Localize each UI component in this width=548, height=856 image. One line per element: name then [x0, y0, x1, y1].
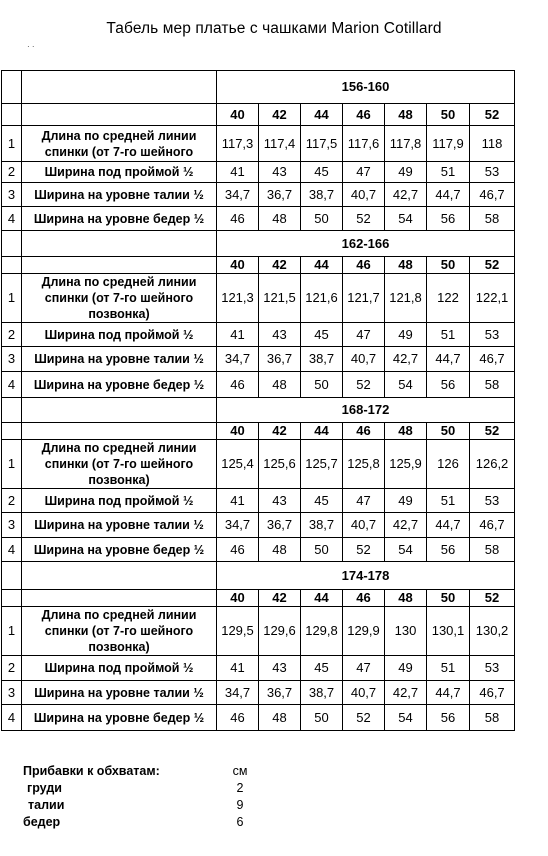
measurement-row [2, 126, 515, 162]
measurement-label: Ширина под проймой ½ [22, 323, 217, 347]
measurement-value: 51 [427, 656, 470, 681]
measurement-value: 46,7 [470, 183, 515, 207]
measurement-row [2, 274, 515, 323]
allowance-value-chest: 2 [236, 781, 244, 795]
size-header: 40 [217, 104, 259, 126]
row-number: 3 [2, 513, 22, 538]
size-header: 52 [470, 423, 515, 440]
measurement-value: 52 [343, 372, 385, 398]
measurement-value: 49 [385, 656, 427, 681]
empty-cell [22, 398, 217, 423]
size-header-row [2, 257, 515, 274]
empty-cell [22, 257, 217, 274]
measurement-value: 36,7 [259, 513, 301, 538]
height-range: 174-178 [217, 562, 515, 590]
measurement-value: 48 [259, 538, 301, 562]
row-number: 2 [2, 656, 22, 681]
range-header-row [2, 231, 515, 257]
size-header: 44 [301, 257, 343, 274]
measurement-value: 41 [217, 489, 259, 513]
size-header: 50 [427, 104, 470, 126]
measurement-label: Ширина под проймой ½ [22, 162, 217, 183]
empty-cell [2, 104, 22, 126]
measurement-value: 125,8 [343, 440, 385, 489]
empty-cell [2, 590, 22, 607]
measurement-value: 40,7 [343, 347, 385, 372]
size-header: 42 [259, 104, 301, 126]
measurement-value: 117,9 [427, 126, 470, 162]
measurement-value: 44,7 [427, 183, 470, 207]
measurement-value: 129,5 [217, 607, 259, 656]
measurement-value: 53 [470, 162, 515, 183]
measurement-value: 117,5 [301, 126, 343, 162]
measurement-row [2, 681, 515, 705]
stray-mark: · · [27, 42, 35, 51]
measurement-value: 42,7 [385, 513, 427, 538]
allowance-unit: см [232, 764, 248, 778]
row-number: 1 [2, 274, 22, 323]
size-header: 48 [385, 257, 427, 274]
measurement-value: 125,7 [301, 440, 343, 489]
measurement-value: 130 [385, 607, 427, 656]
measurement-value: 38,7 [301, 513, 343, 538]
row-number: 1 [2, 607, 22, 656]
measurement-value: 122,1 [470, 274, 515, 323]
measurement-row [2, 183, 515, 207]
size-header: 48 [385, 423, 427, 440]
size-header: 50 [427, 423, 470, 440]
measurement-value: 121,3 [217, 274, 259, 323]
measurement-value: 117,4 [259, 126, 301, 162]
measurement-value: 47 [343, 162, 385, 183]
measurement-label: Длина по средней линии спинки (от 7-го шейного позвонка) [22, 440, 217, 489]
measurement-row [2, 538, 515, 562]
measurement-value: 50 [301, 538, 343, 562]
allowance-label-chest: груди [27, 781, 62, 795]
row-number: 1 [2, 126, 22, 162]
measurement-value: 129,6 [259, 607, 301, 656]
measurement-value: 46 [217, 538, 259, 562]
measurement-value: 42,7 [385, 681, 427, 705]
measurement-value: 45 [301, 489, 343, 513]
measurement-value: 52 [343, 538, 385, 562]
measurement-row [2, 323, 515, 347]
measurement-value: 53 [470, 323, 515, 347]
measurement-value: 129,9 [343, 607, 385, 656]
measurement-value: 121,7 [343, 274, 385, 323]
measurement-value: 48 [259, 705, 301, 731]
row-number: 2 [2, 323, 22, 347]
allowances-labels [23, 763, 160, 831]
size-header: 42 [259, 423, 301, 440]
measurement-value: 117,8 [385, 126, 427, 162]
measurement-value: 38,7 [301, 681, 343, 705]
size-header: 42 [259, 257, 301, 274]
measurement-value: 45 [301, 323, 343, 347]
measurement-value: 36,7 [259, 183, 301, 207]
range-header-row [2, 562, 515, 590]
row-number: 3 [2, 347, 22, 372]
measurement-value: 52 [343, 207, 385, 231]
measurement-value: 41 [217, 162, 259, 183]
allowance-label-hips: бедер [23, 815, 61, 829]
measurement-value: 56 [427, 372, 470, 398]
measurement-value: 54 [385, 207, 427, 231]
empty-cell [2, 257, 22, 274]
empty-cell [22, 71, 217, 104]
allowance-value-waist: 9 [236, 798, 244, 812]
measurement-value: 36,7 [259, 681, 301, 705]
measurement-label: Ширина под проймой ½ [22, 656, 217, 681]
empty-cell [2, 423, 22, 440]
height-range: 156-160 [217, 71, 515, 104]
size-header: 46 [343, 257, 385, 274]
size-header: 42 [259, 590, 301, 607]
measurement-value: 46,7 [470, 681, 515, 705]
measurement-value: 51 [427, 323, 470, 347]
measurement-value: 36,7 [259, 347, 301, 372]
measurement-row [2, 513, 515, 538]
measurement-value: 49 [385, 162, 427, 183]
measurement-label: Ширина на уровне талии ½ [22, 513, 217, 538]
measurement-value: 122 [427, 274, 470, 323]
measurement-value: 44,7 [427, 681, 470, 705]
allowances-heading: Прибавки к обхватам: [23, 764, 160, 778]
measurement-value: 47 [343, 489, 385, 513]
measurement-table [1, 70, 515, 731]
measurement-value: 121,6 [301, 274, 343, 323]
row-number: 4 [2, 705, 22, 731]
measurement-value: 130,2 [470, 607, 515, 656]
measurement-row [2, 207, 515, 231]
measurement-value: 58 [470, 538, 515, 562]
empty-cell [22, 104, 217, 126]
measurement-label: Длина по средней линии спинки (от 7-го шейного позвонка) [22, 607, 217, 656]
measurement-value: 42,7 [385, 183, 427, 207]
allowance-value-hips: 6 [236, 815, 244, 829]
measurement-row [2, 440, 515, 489]
empty-cell [22, 423, 217, 440]
measurement-value: 50 [301, 372, 343, 398]
size-header: 44 [301, 104, 343, 126]
measurement-value: 51 [427, 489, 470, 513]
measurement-value: 129,8 [301, 607, 343, 656]
measurement-label: Длина по средней линии спинки (от 7-го шейного [22, 126, 217, 162]
empty-cell [22, 231, 217, 257]
size-header: 44 [301, 590, 343, 607]
measurement-row [2, 162, 515, 183]
empty-cell [2, 231, 22, 257]
measurement-value: 49 [385, 323, 427, 347]
measurement-label: Ширина на уровне бедер ½ [22, 372, 217, 398]
measurement-value: 44,7 [427, 513, 470, 538]
measurement-value: 40,7 [343, 183, 385, 207]
measurement-value: 40,7 [343, 513, 385, 538]
size-header: 40 [217, 590, 259, 607]
measurement-value: 56 [427, 538, 470, 562]
size-header: 48 [385, 104, 427, 126]
measurement-value: 48 [259, 207, 301, 231]
size-header: 50 [427, 257, 470, 274]
row-number: 2 [2, 162, 22, 183]
size-header: 46 [343, 104, 385, 126]
empty-cell [22, 562, 217, 590]
measurement-row [2, 347, 515, 372]
size-header: 52 [470, 104, 515, 126]
size-header: 46 [343, 590, 385, 607]
row-number: 1 [2, 440, 22, 489]
measurement-value: 46 [217, 372, 259, 398]
range-header-row [2, 398, 515, 423]
measurement-value: 126,2 [470, 440, 515, 489]
measurement-value: 52 [343, 705, 385, 731]
measurement-value: 47 [343, 323, 385, 347]
size-header-row [2, 104, 515, 126]
measurement-value: 38,7 [301, 183, 343, 207]
allowances-values [222, 763, 258, 831]
measurement-value: 125,4 [217, 440, 259, 489]
measurement-value: 121,8 [385, 274, 427, 323]
measurement-value: 34,7 [217, 681, 259, 705]
empty-cell [2, 398, 22, 423]
row-number: 3 [2, 681, 22, 705]
empty-cell [22, 590, 217, 607]
measurement-value: 43 [259, 323, 301, 347]
measurement-value: 54 [385, 705, 427, 731]
row-number: 4 [2, 372, 22, 398]
measurement-label: Ширина на уровне талии ½ [22, 347, 217, 372]
measurement-label: Ширина под проймой ½ [22, 489, 217, 513]
measurement-value: 117,6 [343, 126, 385, 162]
measurement-value: 46 [217, 207, 259, 231]
measurement-value: 40,7 [343, 681, 385, 705]
measurement-value: 56 [427, 705, 470, 731]
size-header: 50 [427, 590, 470, 607]
measurement-value: 42,7 [385, 347, 427, 372]
measurement-value: 53 [470, 489, 515, 513]
measurement-value: 47 [343, 656, 385, 681]
size-header-row [2, 423, 515, 440]
measurement-value: 54 [385, 372, 427, 398]
measurement-value: 125,9 [385, 440, 427, 489]
measurement-label: Ширина на уровне бедер ½ [22, 705, 217, 731]
measurement-value: 45 [301, 656, 343, 681]
range-header-row [2, 71, 515, 104]
measurement-value: 56 [427, 207, 470, 231]
size-header: 40 [217, 257, 259, 274]
measurement-value: 58 [470, 705, 515, 731]
measurement-label: Длина по средней линии спинки (от 7-го шейного позвонка) [22, 274, 217, 323]
row-number: 4 [2, 207, 22, 231]
measurement-label: Ширина на уровне талии ½ [22, 681, 217, 705]
page-title: Табель мер платье с чашками Marion Cotillard [106, 20, 442, 37]
size-header: 46 [343, 423, 385, 440]
measurement-label: Ширина на уровне бедер ½ [22, 538, 217, 562]
measurement-value: 49 [385, 489, 427, 513]
allowance-label-waist: талии [28, 798, 65, 812]
measurement-value: 125,6 [259, 440, 301, 489]
measurement-value: 38,7 [301, 347, 343, 372]
measurement-value: 50 [301, 207, 343, 231]
row-number: 4 [2, 538, 22, 562]
measurement-value: 44,7 [427, 347, 470, 372]
measurement-value: 53 [470, 656, 515, 681]
measurement-value: 41 [217, 656, 259, 681]
empty-cell [2, 562, 22, 590]
measurement-value: 130,1 [427, 607, 470, 656]
size-header: 52 [470, 590, 515, 607]
measurement-value: 50 [301, 705, 343, 731]
measurement-value: 43 [259, 489, 301, 513]
measurement-row [2, 607, 515, 656]
measurement-row [2, 656, 515, 681]
size-header-row [2, 590, 515, 607]
size-header: 48 [385, 590, 427, 607]
measurement-value: 34,7 [217, 347, 259, 372]
measurement-value: 58 [470, 372, 515, 398]
measurement-value: 34,7 [217, 183, 259, 207]
empty-cell [2, 71, 22, 104]
measurement-value: 46 [217, 705, 259, 731]
measurement-row [2, 489, 515, 513]
height-range: 168-172 [217, 398, 515, 423]
measurement-value: 58 [470, 207, 515, 231]
measurement-value: 41 [217, 323, 259, 347]
measurement-value: 117,3 [217, 126, 259, 162]
measurement-value: 45 [301, 162, 343, 183]
size-header: 40 [217, 423, 259, 440]
measurement-value: 126 [427, 440, 470, 489]
measurement-value: 34,7 [217, 513, 259, 538]
size-header: 52 [470, 257, 515, 274]
measurement-row [2, 705, 515, 731]
size-header: 44 [301, 423, 343, 440]
measurement-value: 43 [259, 162, 301, 183]
measurement-label: Ширина на уровне бедер ½ [22, 207, 217, 231]
measurement-value: 46,7 [470, 347, 515, 372]
measurement-row [2, 372, 515, 398]
row-number: 3 [2, 183, 22, 207]
measurement-value: 51 [427, 162, 470, 183]
height-range: 162-166 [217, 231, 515, 257]
measurement-value: 43 [259, 656, 301, 681]
measurement-value: 121,5 [259, 274, 301, 323]
measurement-value: 118 [470, 126, 515, 162]
measurement-value: 46,7 [470, 513, 515, 538]
row-number: 2 [2, 489, 22, 513]
measurement-value: 48 [259, 372, 301, 398]
measurement-label: Ширина на уровне талии ½ [22, 183, 217, 207]
measurement-value: 54 [385, 538, 427, 562]
